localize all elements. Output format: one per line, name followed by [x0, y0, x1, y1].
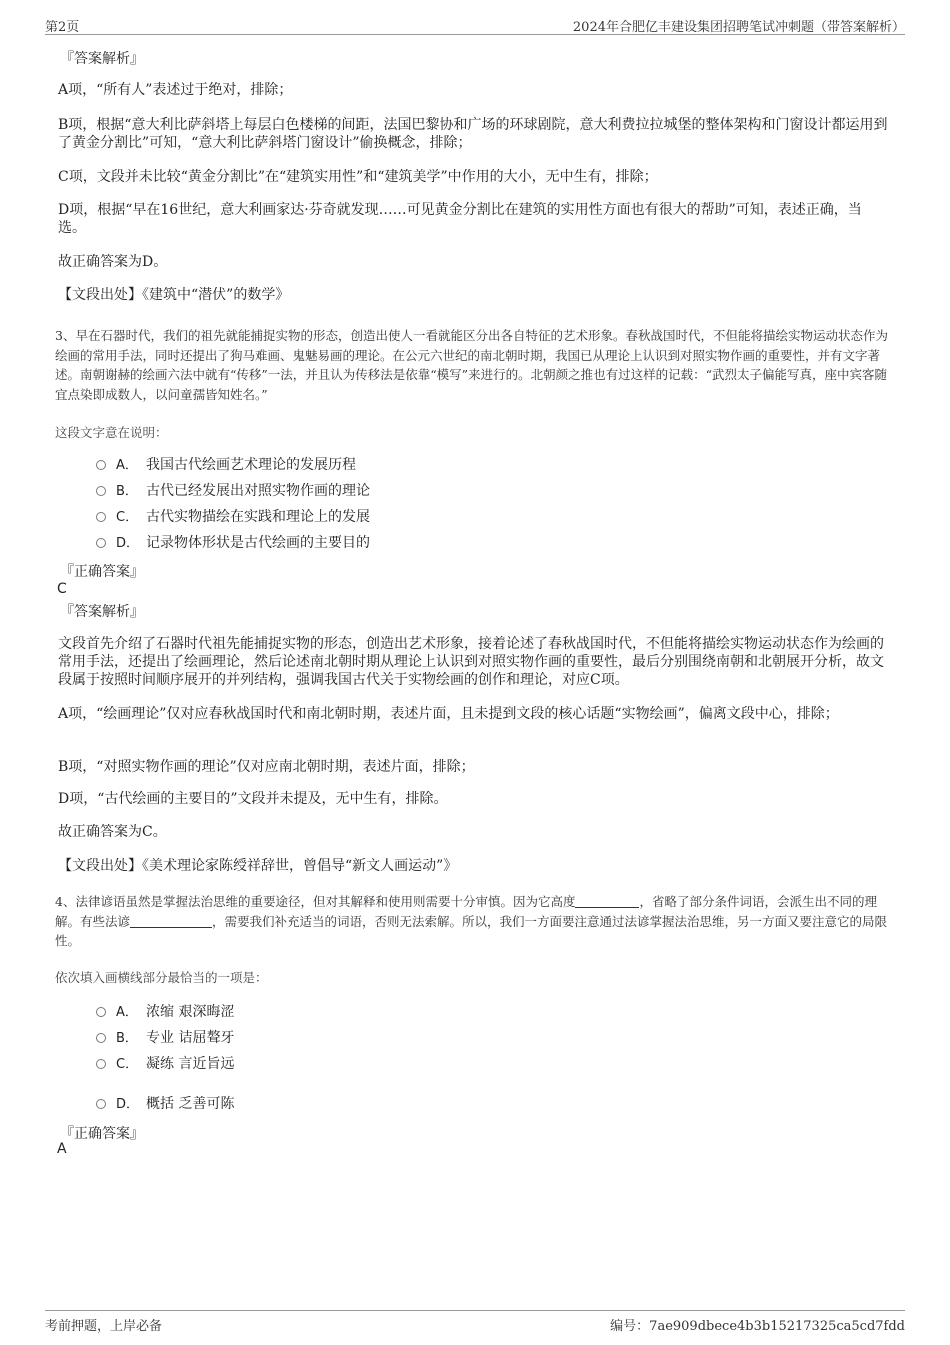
q3-correct-label: 『正确答案』	[60, 564, 144, 580]
q3-analysis-a: A项，“绘画理论”仅对应春秋战国时代和南北朝时期，表述片面，且未提到文段的核心话题“实物绘画”，偏离文段中心，排除；	[58, 706, 839, 722]
q4-question-text: 4、法律谚语虽然是掌握法治思维的重要途径，但对其解释和使用则需要十分审慎。因为它高度 ，省略了部分条件词语，会派生出不同的理解。有些法谚 ，需要我们补充适当的词语，否则无法索解。所以，我们一方面要注意通过法谚掌握法治思维，另一方面又要注意它的局限性。	[55, 894, 888, 948]
page-footer	[45, 1310, 905, 1333]
radio-icon[interactable]	[96, 512, 106, 522]
q3-question-text: 3、早在石器时代，我们的祖先就能捕捉实物的形态，创造出使人一看就能区分出各自特征的艺术形象。春秋战国时代，不但能将描绘实物运动状态作为绘画的常用手法，同时还提出了狗马难画、鬼魅易画的理论。在公元六世纪的南北朝时期，我国已从理论上认识到对照实物作画的重要性，并有文字著述。南朝谢赫的绘画六法中就有“传移”一法，并且认为传移法是依靠“模写”来进行的。北朝颜之推也有过这样的记载：“武烈太子偏能写真，座中宾客随宜点染即成数人，以问童孺皆知姓名。”	[55, 328, 888, 402]
q3-correct-answer: C	[57, 581, 67, 597]
document-id: 编号：7ae909dbece4b3b15217325ca5cd7fdd	[610, 1319, 905, 1334]
q3-analysis: 文段首先介绍了石器时代祖先能捕捉实物的形态，创造出艺术形象，接着论述了春秋战国时代，不但能将描绘实物运动状态作为绘画的常用手法，还提出了绘画理论，然后论述南北朝时期从理论上认识到对照实物作画的重要性，最后分别围绕南朝和北朝展开分析，故文段属于按照时间顺序展开的并列结构，强调我国古代关于实物绘画的创作和理论，对应C项。	[58, 636, 884, 688]
document-title: 2024年合肥亿丰建设集团招聘笔试冲刺题（带答案解析）	[572, 20, 905, 35]
q3-prompt: 这段文字意在说明：	[55, 425, 168, 440]
q2-conclusion: 故正确答案为D。	[58, 254, 168, 270]
q3-analysis-d: D项，“古代绘画的主要目的”文段并未提及，无中生有，排除。	[58, 791, 448, 807]
q4-option-b[interactable]: B． 专业 诘屈聱牙	[96, 1028, 234, 1049]
q2-analysis-d: D项，根据“早在16世纪，意大利画家达·芬奇就发现……可见黄金分割比在建筑的实用性方面也有很大的帮助”可知，表述正确，当选。	[58, 202, 862, 236]
q4-correct-answer: A	[57, 1141, 67, 1157]
q4-correct-label: 『正确答案』	[60, 1126, 144, 1142]
page-header	[45, 14, 905, 35]
q3-option-d[interactable]: D． 记录物体形状是古代绘画的主要目的	[96, 533, 370, 554]
page-number: 第2页	[45, 20, 80, 35]
radio-icon[interactable]	[96, 460, 106, 470]
footer-slogan: 考前押题，上岸必备	[45, 1319, 163, 1334]
radio-icon[interactable]	[96, 486, 106, 496]
q3-option-b[interactable]: B． 古代已经发展出对照实物作画的理论	[96, 481, 370, 502]
q3-option-c[interactable]: C． 古代实物描绘在实践和理论上的发展	[96, 507, 370, 528]
radio-icon[interactable]	[96, 1033, 106, 1043]
q4-prompt: 依次填入画横线部分最恰当的一项是：	[55, 970, 268, 985]
q2-analysis-a: A项，“所有人”表述过于绝对，排除；	[58, 82, 293, 98]
q4-option-c[interactable]: C． 凝练 言近旨远	[96, 1054, 234, 1075]
q3-analysis-b: B项，“对照实物作画的理论”仅对应南北朝时期，表述片面，排除；	[58, 759, 475, 775]
blank-1	[575, 895, 639, 908]
radio-icon[interactable]	[96, 1007, 106, 1017]
radio-icon[interactable]	[96, 1059, 106, 1069]
q2-analysis-label: 『答案解析』	[60, 51, 144, 67]
q2-analysis-b: B项，根据“意大利比萨斜塔上每层白色楼梯的间距，法国巴黎协和广场的环球剧院，意大利费拉拉城堡的整体架构和门窗设计都运用到了黄金分割比”可知，“意大利比萨斜塔门窗设计”偷换概念，排除；	[58, 117, 888, 151]
q3-source: 【文段出处】《美术理论家陈绶祥辞世，曾倡导“新文人画运动”》	[58, 858, 458, 874]
q4-option-d[interactable]: D． 概括 乏善可陈	[96, 1094, 234, 1115]
q3-analysis-label: 『答案解析』	[60, 604, 144, 620]
q3-option-a[interactable]: A． 我国古代绘画艺术理论的发展历程	[96, 455, 356, 476]
q4-option-a[interactable]: A． 浓缩 艰深晦涩	[96, 1002, 234, 1023]
q2-analysis-c: C项，文段并未比较“黄金分割比”在“建筑实用性”和“建筑美学”中作用的大小，无中生有，排除；	[58, 169, 658, 185]
q2-source: 【文段出处】《建筑中“潜伏”的数学》	[58, 287, 290, 303]
blank-2	[130, 915, 212, 928]
radio-icon[interactable]	[96, 538, 106, 548]
q3-conclusion: 故正确答案为C。	[58, 824, 167, 840]
radio-icon[interactable]	[96, 1099, 106, 1109]
